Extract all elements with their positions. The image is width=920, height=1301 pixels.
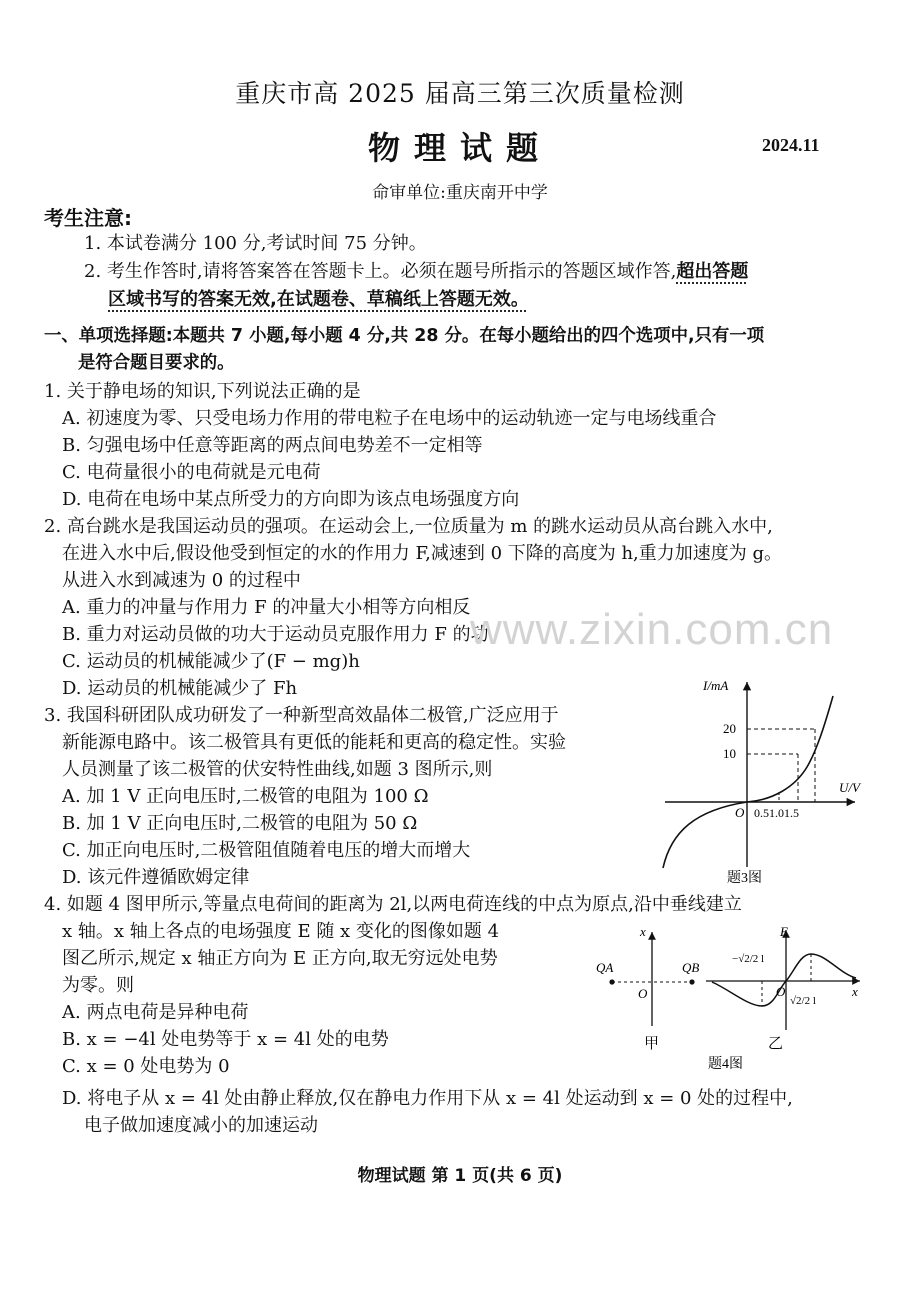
fig4b-x-label: x — [852, 984, 858, 999]
subject-title: 物理试题 — [367, 129, 552, 167]
fig4a-x-label: x — [640, 924, 646, 939]
fig4b-caption: 乙 — [768, 1036, 784, 1052]
q4-stem-line-4: 为零。则 — [62, 975, 134, 996]
fig3-xlabel: U/V — [839, 780, 860, 795]
fig4a-charge-b — [689, 979, 694, 984]
q4-option-b: B. x = −4l 处电势等于 x = 4l 处的电势 — [62, 1029, 389, 1050]
fig4a-origin: O — [638, 986, 648, 1001]
notice-item-2-emphasis: 超出答题 — [676, 261, 749, 282]
q2-option-d: D. 运动员的机械能减少了 Fh — [62, 678, 298, 699]
fig4-caption: 题4图 — [708, 1057, 743, 1072]
q4-option-c: C. x = 0 处电势为 0 — [62, 1056, 230, 1077]
fig3-origin: O — [735, 805, 745, 820]
q3-option-d: D. 该元件遵循欧姆定律 — [62, 867, 250, 888]
fig3-caption: 题3图 — [727, 871, 762, 886]
q1-option-a: A. 初速度为零、只受电场力作用的带电粒子在电场中的运动轨迹一定与电场线重合 — [62, 408, 717, 429]
figure-3-iv-curve — [655, 672, 870, 894]
watermark: www.zixin.com.cn — [470, 605, 834, 654]
fig3-ytick-20: 20 — [723, 721, 736, 736]
q4-option-d-line-2: 电子做加速度减小的加速运动 — [84, 1115, 318, 1136]
fig3-ylabel: I/mA — [703, 678, 729, 693]
exam-date: 2024.11 — [762, 135, 820, 155]
q1-stem: 1. 关于静电场的知识,下列说法正确的是 — [44, 381, 361, 402]
q4-option-d-line-1: D. 将电子从 x = 4l 处由静止释放,仅在静电力作用下从 x = 4l 处运动到 x = 0 处的过程中, — [62, 1088, 793, 1109]
q4-stem-line-3: 图乙所示,规定 x 轴正方向为 E 正方向,取无穷远处电势 — [62, 948, 498, 969]
fig4b-e-label: E — [780, 924, 788, 939]
notice-heading: 考生注意: — [44, 206, 132, 230]
fig3-xticks: 0.51.01.5 — [754, 806, 799, 820]
q4-option-a: A. 两点电荷是异种电荷 — [62, 1002, 249, 1023]
q3-option-a: A. 加 1 V 正向电压时,二极管的电阻为 100 Ω — [62, 786, 429, 807]
q2-stem-line-2: 在进入水中后,假设他受到恒定的水的作用力 F,减速到 0 下降的高度为 h,重力加速度为 g。 — [62, 543, 783, 564]
q2-stem-line-1: 2. 高台跳水是我国运动员的强项。在运动会上,一位质量为 m 的跳水运动员从高台跳入水中, — [44, 516, 773, 537]
q4-stem-line-2: x 轴。x 轴上各点的电场强度 E 随 x 变化的图像如题 4 — [62, 921, 500, 942]
notice-item-2-text: 2. 考生作答时,请将答案答在答题卡上。必须在题号所指示的答题区域作答, — [84, 261, 677, 282]
fig4a-caption: 甲 — [644, 1036, 660, 1052]
figure-4 — [590, 918, 870, 1083]
exam-title: 重庆市高 2025 届高三第三次质量检测 — [235, 79, 685, 108]
fig3-ytick-10: 10 — [723, 746, 736, 761]
q3-option-c: C. 加正向电压时,二极管阻值随着电压的增大而增大 — [62, 840, 471, 861]
author-unit: 命审单位:重庆南开中学 — [372, 183, 548, 203]
q3-stem-line-1: 3. 我国科研团队成功研发了一种新型高效晶体二极管,广泛应用于 — [44, 705, 559, 726]
notice-item-1: 1. 本试卷满分 100 分,考试时间 75 分钟。 — [84, 233, 427, 254]
q2-option-c: C. 运动员的机械能减少了(F − mg)h — [62, 651, 360, 672]
page-footer: 物理试题 第 1 页(共 6 页) — [357, 1166, 563, 1186]
fig3-curve — [663, 696, 833, 868]
q4-stem-line-1: 4. 如题 4 图甲所示,等量点电荷间的距离为 2l,以两电荷连线的中点为原点,沿中垂线建立 — [44, 894, 742, 915]
q1-option-b: B. 匀强电场中任意等距离的两点间电势差不一定相等 — [62, 435, 483, 456]
q3-option-b: B. 加 1 V 正向电压时,二极管的电阻为 50 Ω — [62, 813, 418, 834]
q3-stem-line-2: 新能源电路中。该二极管具有更低的能耗和更高的稳定性。实验 — [62, 732, 566, 753]
q3-stem-line-3: 人员测量了该二极管的伏安特性曲线,如题 3 图所示,则 — [62, 759, 493, 780]
fig4a-qa-label: QA — [596, 960, 614, 975]
fig4a-charge-a — [609, 979, 614, 984]
notice-item-2-line-1 — [84, 258, 748, 285]
fig4b-neg-mark: −√2/2 l — [732, 953, 765, 965]
q2-stem-line-3: 从进入水到减速为 0 的过程中 — [62, 570, 301, 591]
fig4a-qb-label: QB — [682, 960, 700, 975]
section-heading: 一、单项选择题:本题共 7 小题,每小题 4 分,共 28 分。在每小题给出的四个选项中,只有一项 — [44, 326, 765, 346]
fig4b-pos-mark: √2/2 l — [790, 995, 816, 1007]
q1-option-d: D. 电荷在电场中某点所受力的方向即为该点电场强度方向 — [62, 489, 520, 510]
section-heading-line-2: 是符合题目要求的。 — [78, 353, 235, 373]
q2-option-a: A. 重力的冲量与作用力 F 的冲量大小相等方向相反 — [62, 597, 471, 618]
q2-option-b: B. 重力对运动员做的功大于运动员克服作用力 F 的功 — [62, 624, 489, 645]
fig4b-origin: O — [776, 984, 786, 999]
q1-option-c: C. 电荷量很小的电荷就是元电荷 — [62, 462, 321, 483]
notice-item-2-line-2: 区域书写的答案无效,在试题卷、草稿纸上答题无效。 — [108, 289, 529, 310]
